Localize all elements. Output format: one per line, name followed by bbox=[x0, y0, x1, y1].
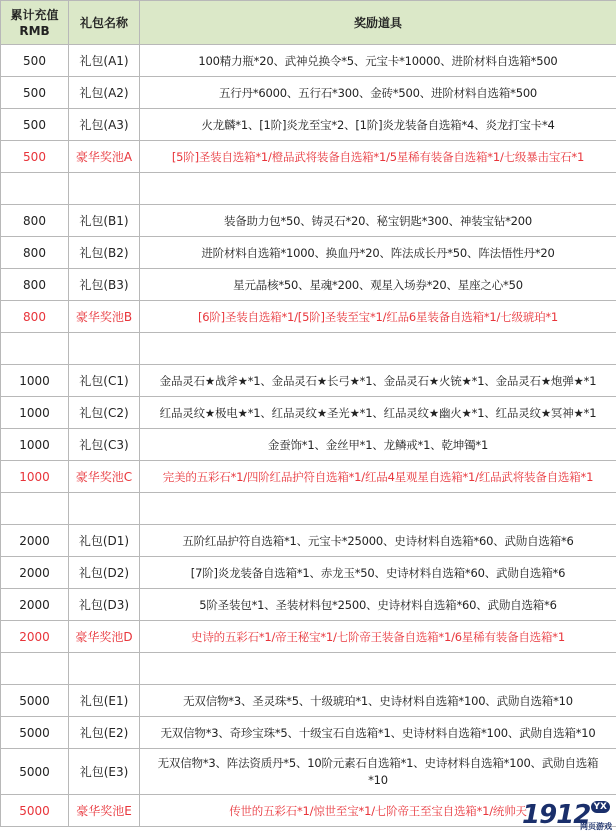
spacer-cell bbox=[1, 333, 69, 365]
rewards-cell: [6阶]圣装自选箱*1/[5阶]圣装至宝*1/红品6星装备自选箱*1/七级琥珀*1 bbox=[140, 301, 616, 333]
spacer-cell bbox=[1, 653, 69, 685]
amount-cell: 800 bbox=[1, 301, 69, 333]
spacer-cell bbox=[140, 333, 616, 365]
gift-name-cell: 礼包(C1) bbox=[69, 365, 140, 397]
rewards-cell: 无双信物*3、奇珍宝珠*5、十级宝石自选箱*1、史诗材料自选箱*100、武勋自选箱*10 bbox=[140, 717, 616, 749]
amount-cell: 500 bbox=[1, 109, 69, 141]
gift-name-cell: 礼包(C3) bbox=[69, 429, 140, 461]
gift-row bbox=[1, 365, 616, 397]
rewards-cell: [7阶]炎龙装备自选箱*1、赤龙玉*50、史诗材料自选箱*60、武勋自选箱*6 bbox=[140, 557, 616, 589]
premium-pool-row bbox=[1, 621, 616, 653]
gift-name-cell: 礼包(E3) bbox=[69, 749, 140, 795]
header-amount: 累计充值RMB bbox=[1, 1, 69, 45]
gift-name-cell: 礼包(A3) bbox=[69, 109, 140, 141]
amount-cell: 2000 bbox=[1, 621, 69, 653]
gift-row bbox=[1, 77, 616, 109]
rewards-cell: 5阶圣装包*1、圣装材料包*2500、史诗材料自选箱*60、武勋自选箱*6 bbox=[140, 589, 616, 621]
gift-name-cell: 礼包(D3) bbox=[69, 589, 140, 621]
rewards-cell: 无双信物*3、圣灵珠*5、十级琥珀*1、史诗材料自选箱*100、武勋自选箱*10 bbox=[140, 685, 616, 717]
rewards-cell: [5阶]圣装自选箱*1/橙品武将装备自选箱*1/5星稀有装备自选箱*1/七级暴击宝石*1 bbox=[140, 141, 616, 173]
spacer-cell bbox=[69, 173, 140, 205]
rewards-line-1: 无双信物*3、阵法资质丹*5、10阶元素石自选箱*1、史诗材料自选箱*100、武勋自选箱 bbox=[157, 755, 599, 770]
amount-cell: 2000 bbox=[1, 589, 69, 621]
amount-cell: 1000 bbox=[1, 429, 69, 461]
table-body bbox=[1, 45, 616, 827]
amount-cell: 800 bbox=[1, 269, 69, 301]
table-header-row bbox=[1, 1, 616, 45]
amount-cell: 500 bbox=[1, 77, 69, 109]
amount-cell: 1000 bbox=[1, 397, 69, 429]
gift-name-cell: 豪华奖池C bbox=[69, 461, 140, 493]
site-logo bbox=[522, 800, 612, 832]
spacer-cell bbox=[69, 493, 140, 525]
spacer-row bbox=[1, 493, 616, 525]
amount-cell: 1000 bbox=[1, 365, 69, 397]
rewards-cell: 金品灵石★战斧★*1、金品灵石★长弓★*1、金品灵石★火铳★*1、金品灵石★炮弹★*1 bbox=[140, 365, 616, 397]
amount-cell: 5000 bbox=[1, 749, 69, 795]
logo-number: 1912 bbox=[522, 800, 591, 830]
rewards-cell: 五阶红品护符自选箱*1、元宝卡*25000、史诗材料自选箱*60、武勋自选箱*6 bbox=[140, 525, 616, 557]
rewards-cell bbox=[140, 749, 616, 795]
amount-cell: 5000 bbox=[1, 685, 69, 717]
spacer-cell bbox=[69, 333, 140, 365]
gift-name-cell: 礼包(A2) bbox=[69, 77, 140, 109]
gift-row bbox=[1, 429, 616, 461]
amount-cell: 2000 bbox=[1, 557, 69, 589]
amount-cell: 1000 bbox=[1, 461, 69, 493]
rewards-cell: 100精力瓶*20、武神兑换令*5、元宝卡*10000、进阶材料自选箱*500 bbox=[140, 45, 616, 77]
header-rewards: 奖励道具 bbox=[140, 1, 616, 45]
premium-pool-row bbox=[1, 141, 616, 173]
amount-cell: 800 bbox=[1, 205, 69, 237]
amount-cell: 500 bbox=[1, 45, 69, 77]
amount-cell: 5000 bbox=[1, 795, 69, 827]
spacer-cell bbox=[1, 173, 69, 205]
gift-row bbox=[1, 397, 616, 429]
gift-name-cell: 豪华奖池D bbox=[69, 621, 140, 653]
gift-name-cell: 礼包(E2) bbox=[69, 717, 140, 749]
gift-name-cell: 豪华奖池B bbox=[69, 301, 140, 333]
gift-name-cell: 礼包(D1) bbox=[69, 525, 140, 557]
spacer-row bbox=[1, 653, 616, 685]
spacer-cell bbox=[140, 173, 616, 205]
amount-cell: 500 bbox=[1, 141, 69, 173]
header-gift-name: 礼包名称 bbox=[69, 1, 140, 45]
gift-row bbox=[1, 269, 616, 301]
rewards-cell: 红品灵纹★极电★*1、红品灵纹★圣光★*1、红品灵纹★幽火★*1、红品灵纹★冥神★*1 bbox=[140, 397, 616, 429]
logo-subtitle: 网页游戏 bbox=[580, 822, 612, 831]
gift-row bbox=[1, 685, 616, 717]
gift-name-cell: 豪华奖池E bbox=[69, 795, 140, 827]
gift-name-cell: 礼包(B2) bbox=[69, 237, 140, 269]
amount-cell: 5000 bbox=[1, 717, 69, 749]
premium-pool-row bbox=[1, 301, 616, 333]
rewards-cell: 进阶材料自选箱*1000、换血丹*20、阵法成长丹*50、阵法悟性丹*20 bbox=[140, 237, 616, 269]
gift-name-cell: 礼包(E1) bbox=[69, 685, 140, 717]
gift-row bbox=[1, 109, 616, 141]
rewards-cell: 装备助力包*50、铸灵石*20、秘宝钥匙*300、神装宝钻*200 bbox=[140, 205, 616, 237]
gift-name-cell: 礼包(D2) bbox=[69, 557, 140, 589]
gift-row bbox=[1, 557, 616, 589]
spacer-cell bbox=[140, 493, 616, 525]
amount-cell: 800 bbox=[1, 237, 69, 269]
amount-cell: 2000 bbox=[1, 525, 69, 557]
gift-name-cell: 礼包(B3) bbox=[69, 269, 140, 301]
spacer-cell bbox=[1, 493, 69, 525]
gift-row bbox=[1, 525, 616, 557]
gift-row bbox=[1, 749, 616, 795]
gift-row bbox=[1, 717, 616, 749]
spacer-row bbox=[1, 173, 616, 205]
gift-name-cell: 礼包(B1) bbox=[69, 205, 140, 237]
rewards-cell: 完美的五彩石*1/四阶红品护符自选箱*1/红品4星观星自选箱*1/红品武将装备自选箱*1 bbox=[140, 461, 616, 493]
spacer-cell bbox=[69, 653, 140, 685]
gift-name-cell: 礼包(C2) bbox=[69, 397, 140, 429]
rewards-line-2: *10 bbox=[368, 772, 388, 787]
gift-row bbox=[1, 589, 616, 621]
gift-name-cell: 豪华奖池A bbox=[69, 141, 140, 173]
gift-row bbox=[1, 205, 616, 237]
rewards-cell: 星元晶核*50、星魂*200、观星入场券*20、星座之心*50 bbox=[140, 269, 616, 301]
rewards-cell: 金蚕饰*1、金丝甲*1、龙鳞戒*1、乾坤镯*1 bbox=[140, 429, 616, 461]
logo-badge: YX bbox=[591, 801, 610, 813]
rewards-cell: 史诗的五彩石*1/帝王秘宝*1/七阶帝王装备自选箱*1/6星稀有装备自选箱*1 bbox=[140, 621, 616, 653]
gift-row bbox=[1, 45, 616, 77]
rewards-cell: 火龙麟*1、[1阶]炎龙至宝*2、[1阶]炎龙装备自选箱*4、炎龙打宝卡*4 bbox=[140, 109, 616, 141]
premium-pool-row bbox=[1, 461, 616, 493]
rewards-cell: 传世的五彩石*1/惊世至宝*1/七阶帝王至宝自选箱*1/统帅天 bbox=[140, 795, 616, 827]
rewards-cell: 五行丹*6000、五行石*300、金砖*500、进阶材料自选箱*500 bbox=[140, 77, 616, 109]
spacer-row bbox=[1, 333, 616, 365]
gift-row bbox=[1, 237, 616, 269]
spacer-cell bbox=[140, 653, 616, 685]
gift-name-cell: 礼包(A1) bbox=[69, 45, 140, 77]
